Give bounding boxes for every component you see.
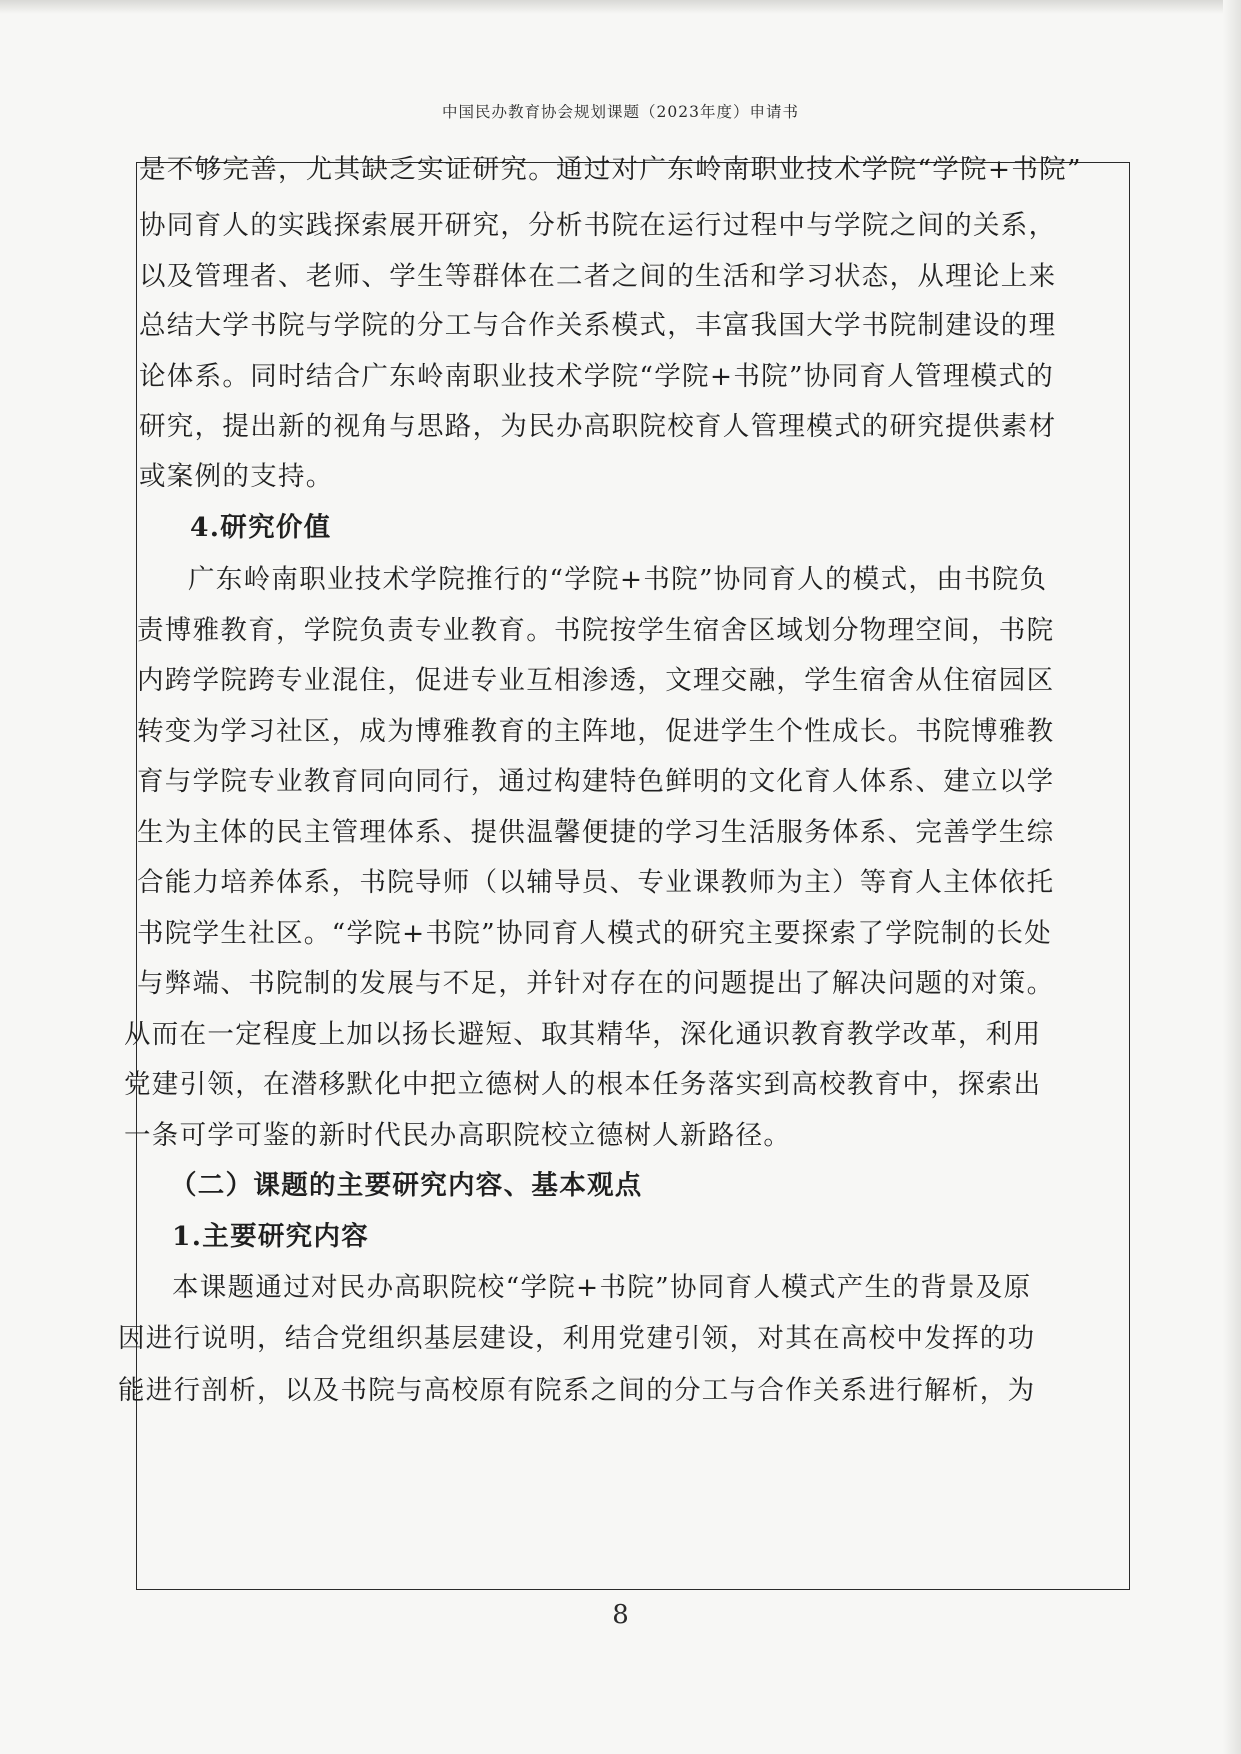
text-line: 一条可学可鉴的新时代民办高职院校立德树人新路径。 [124, 1120, 792, 1151]
scan-top-edge [0, 0, 1241, 14]
text-line: 转变为学习社区，成为博雅教育的主阵地，促进学生个性成长。书院博雅教 [137, 716, 1055, 747]
text-line: 以及管理者、老师、学生等群体在二者之间的生活和学习状态，从理论上来 [139, 261, 1057, 292]
text-line: 论体系。同时结合广东岭南职业技术学院“学院+书院”协同育人管理模式的 [139, 361, 1054, 392]
text-line: 广东岭南职业技术学院推行的“学院+书院”协同育人的模式，由书院负 [188, 564, 1048, 595]
text-line: 内跨学院跨专业混住，促进专业互相渗透，文理交融，学生宿舍从住宿园区 [137, 665, 1055, 696]
text-line: 生为主体的民主管理体系、提供温馨便捷的学习生活服务体系、完善学生综 [137, 817, 1055, 848]
text-line: 党建引领，在潜移默化中把立德树人的根本任务落实到高校教育中，探索出 [124, 1069, 1042, 1100]
section-heading: 4.研究价值 [190, 512, 332, 543]
text-line: 因进行说明，结合党组织基层建设，利用党建引领，对其在高校中发挥的功 [118, 1323, 1036, 1354]
section-heading: （二）课题的主要研究内容、基本观点 [170, 1170, 643, 1201]
text-line: 是不够完善，尤其缺乏实证研究。通过对广东岭南职业技术学院“学院+书院” [139, 154, 1082, 185]
text-line: 育与学院专业教育同向同行，通过构建特色鲜明的文化育人体系、建立以学 [137, 766, 1055, 797]
section-heading: 1.主要研究内容 [172, 1221, 370, 1252]
page-number: 8 [612, 1600, 629, 1630]
text-line: 从而在一定程度上加以扬长避短、取其精华，深化通识教育教学改革，利用 [124, 1019, 1042, 1050]
text-line: 总结大学书院与学院的分工与合作关系模式，丰富我国大学书院制建设的理 [139, 310, 1057, 341]
text-line: 协同育人的实践探索展开研究，分析书院在运行过程中与学院之间的关系， [139, 210, 1057, 241]
text-line: 责博雅教育，学院负责专业教育。书院按学生宿舍区域划分物理空间，书院 [137, 615, 1055, 646]
text-line: 合能力培养体系，书院导师（以辅导员、专业课教师为主）等育人主体依托 [137, 867, 1055, 898]
text-line: 与弊端、书院制的发展与不足，并针对存在的问题提出了解决问题的对策。 [137, 968, 1055, 999]
text-line: 本课题通过对民办高职院校“学院+书院”协同育人模式产生的背景及原 [172, 1272, 1032, 1303]
text-line: 或案例的支持。 [139, 461, 334, 492]
text-line: 能进行剖析，以及书院与高校原有院系之间的分工与合作关系进行解析，为 [118, 1375, 1036, 1406]
text-line: 书院学生社区。“学院+书院”协同育人模式的研究主要探索了学院制的长处 [137, 918, 1052, 949]
page-header: 中国民办教育协会规划课题（2023年度）申请书 [442, 103, 799, 121]
text-line: 研究，提出新的视角与思路，为民办高职院校育人管理模式的研究提供素材 [139, 411, 1057, 442]
scan-right-shadow [1223, 0, 1241, 1754]
